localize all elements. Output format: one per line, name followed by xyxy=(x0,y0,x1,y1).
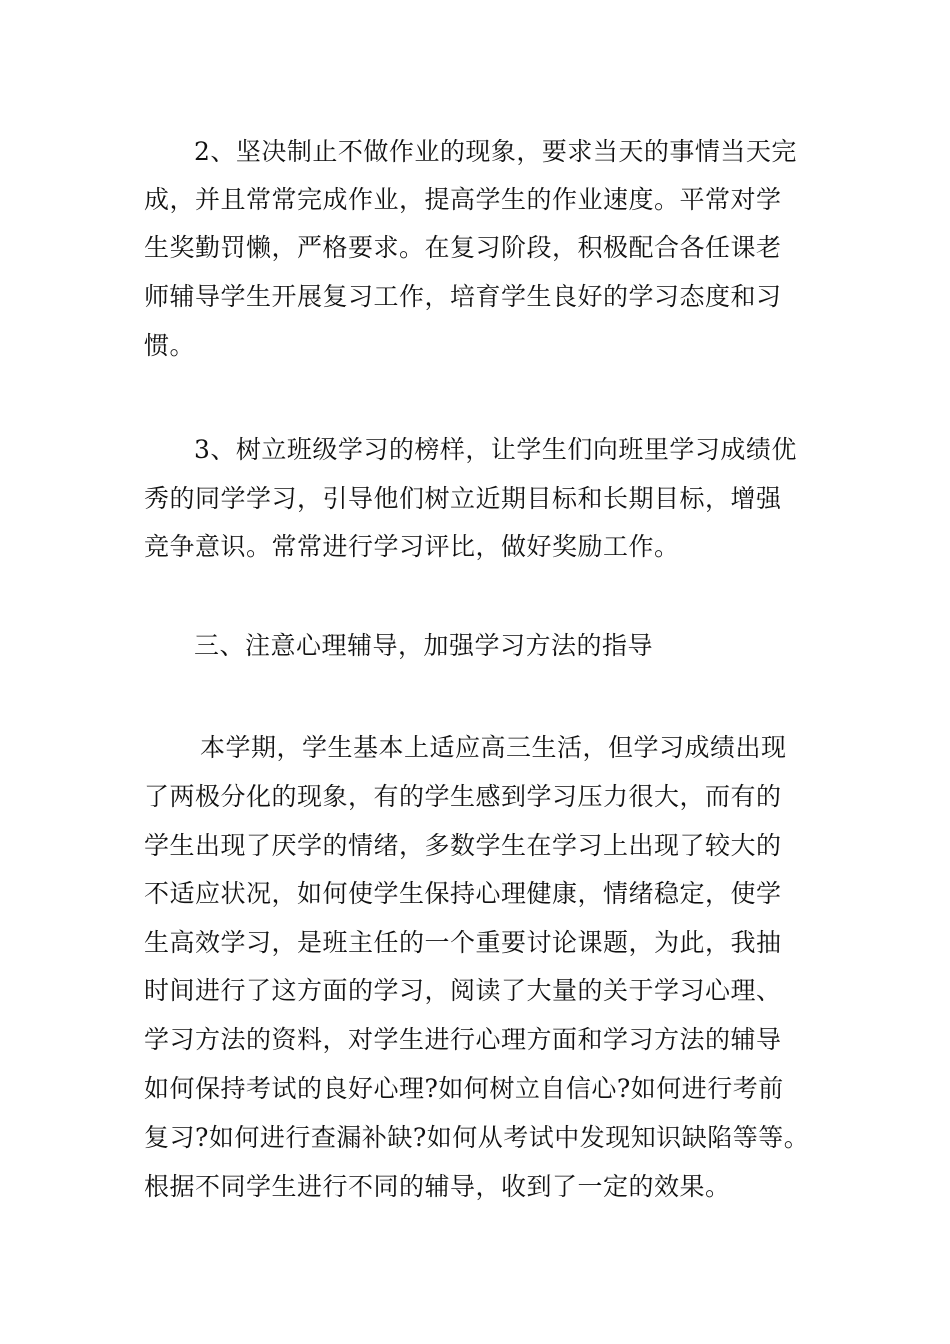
paragraph-3-line: 秀的同学学习，引导他们树立近期目标和长期目标，增强 xyxy=(144,484,782,513)
paragraph-2-line: 2、坚决制止不做作业的现象，要求当天的事情当天完 xyxy=(194,137,797,166)
paragraph-body-line: 根据不同学生进行不同的辅导，收到了一定的效果。 xyxy=(144,1172,731,1201)
paragraph-body-line: 学生出现了厌学的情绪，多数学生在学习上出现了较大的 xyxy=(144,831,782,860)
paragraph-3-line: 3、树立班级学习的榜样，让学生们向班里学习成绩优 xyxy=(194,435,797,464)
paragraph-body-line: 时间进行了这方面的学习，阅读了大量的关于学习心理、 xyxy=(144,976,782,1005)
paragraph-body-line: 如何保持考试的良好心理?如何树立自信心?如何进行考前 xyxy=(144,1074,784,1103)
paragraph-2-line: 生奖勤罚懒，严格要求。在复习阶段，积极配合各任课老 xyxy=(144,233,782,262)
paragraph-3-line: 竞争意识。常常进行学习评比，做好奖励工作。 xyxy=(144,532,680,561)
section-heading: 三、注意心理辅导，加强学习方法的指导 xyxy=(194,631,654,660)
paragraph-body-line: 不适应状况，如何使学生保持心理健康，情绪稳定，使学 xyxy=(144,879,782,908)
paragraph-body-line: 学习方法的资料，对学生进行心理方面和学习方法的辅导 xyxy=(144,1025,782,1054)
paragraph-2-line: 惯。 xyxy=(144,331,196,360)
paragraph-body-line: 本学期，学生基本上适应高三生活，但学习成绩出现 xyxy=(200,733,787,762)
paragraph-body-line: 了两极分化的现象，有的学生感到学习压力很大，而有的 xyxy=(144,782,782,811)
paragraph-body-line: 复习?如何进行查漏补缺?如何从考试中发现知识缺陷等等。 xyxy=(144,1123,810,1152)
paragraph-2-line: 师辅导学生开展复习工作，培育学生良好的学习态度和习 xyxy=(144,282,782,311)
paragraph-2-line: 成，并且常常完成作业，提高学生的作业速度。平常对学 xyxy=(144,185,782,214)
paragraph-body-line: 生高效学习，是班主任的一个重要讨论课题，为此，我抽 xyxy=(144,928,782,957)
